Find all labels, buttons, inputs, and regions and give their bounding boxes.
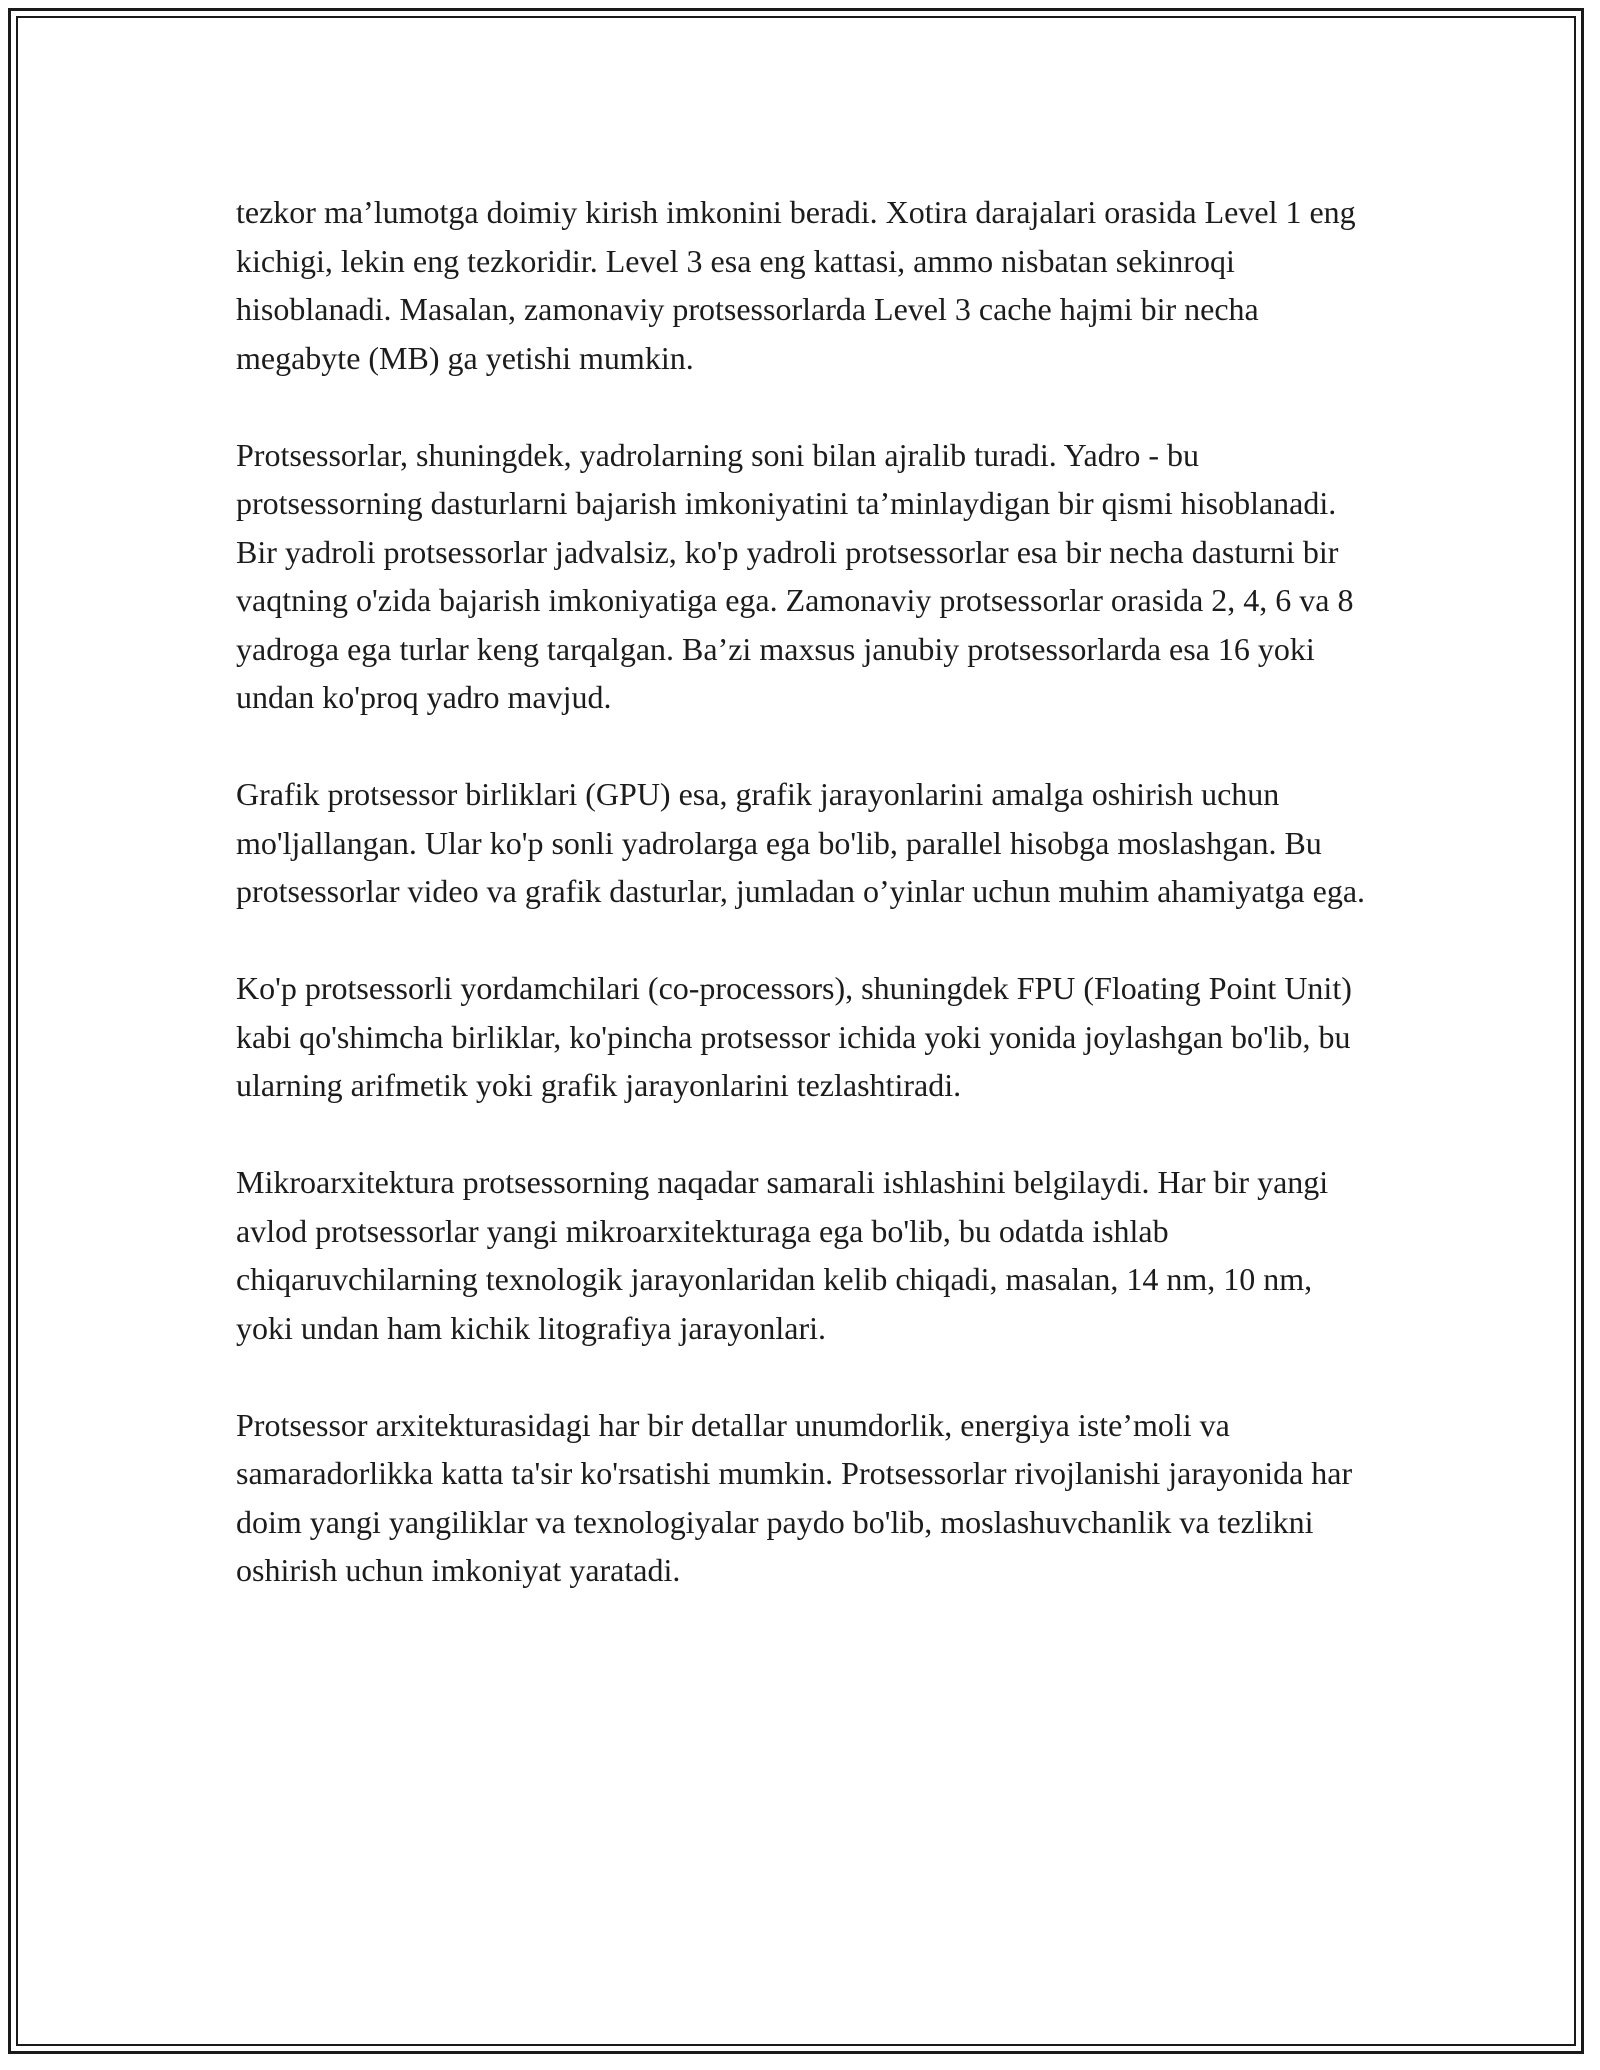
paragraph-cache-levels: tezkor ma’lumotga doimiy kirish imkonini beradi. Xotira darajalari orasida Level 1 eng kichigi, lekin eng tezkoridir. Level 3 esa eng kattasi, ammo nisbatan sekinroqi hisoblanadi. Masalan, zamonaviy protsessorlarda Level 3 cache hajmi bir necha megabyte (MB) ga yetishi mumkin. [236, 194, 1356, 376]
paragraph-gpu: Grafik protsessor birliklari (GPU) esa, grafik jarayonlarini amalga oshirish uchun mo'ljallangan. Ular ko'p sonli yadrolarga ega bo'lib, parallel hisobga moslashgan. Bu protsessorlar video va grafik dasturlar, jumladan o’yinlar uchun muhim ahamiyatga ega. [236, 776, 1366, 909]
document-body [236, 188, 1374, 1595]
paragraph-processor-cores: Protsessorlar, shuningdek, yadrolarning soni bilan ajralib turadi. Yadro - bu protsessorning dasturlarni bajarish imkoniyatini ta’minlaydigan bir qismi hisoblanadi. Bir yadroli protsessorlar jadvalsiz, ko'p yadroli protsessorlar esa bir necha dasturni bir vaqtning o'zida bajarish imkoniyatiga ega. Zamonaviy protsessorlar orasida 2, 4, 6 va 8 yadroga ega turlar keng tarqalgan. Ba’zi maxsus janubiy protsessorlarda esa 16 yoki undan ko'proq yadro mavjud. [236, 436, 1354, 715]
paragraph-coprocessors: Ko'p protsessorli yordamchilari (co-processors), shuningdek FPU (Floating Point Unit) kabi qo'shimcha birliklar, ko'pincha protsessor ichida yoki yonida joylashgan bo'lib, bu ularning arifmetik yoki grafik jarayonlarini tezlashtiradi. [236, 970, 1352, 1103]
paragraph-microarchitecture: Mikroarxitektura protsessorning naqadar samarali ishlashini belgilaydi. Har bir yangi avlod protsessorlar yangi mikroarxitekturaga ega bo'lib, bu odatda ishlab chiqaruvchilarning texnologik jarayonlaridan kelib chiqadi, masalan, 14 nm, 10 nm, yoki undan ham kichik litografiya jarayonlari. [236, 1164, 1329, 1346]
paragraph-architecture-details: Protsessor arxitekturasidagi har bir detallar unumdorlik, energiya iste’moli va samaradorlikka katta ta'sir ko'rsatishi mumkin. Protsessorlar rivojlanishi jarayonida har doim yangi yangiliklar va texnologiyalar paydo bo'lib, moslashuvchanlik va tezlikni oshirish uchun imkoniyat yaratadi. [236, 1406, 1353, 1588]
